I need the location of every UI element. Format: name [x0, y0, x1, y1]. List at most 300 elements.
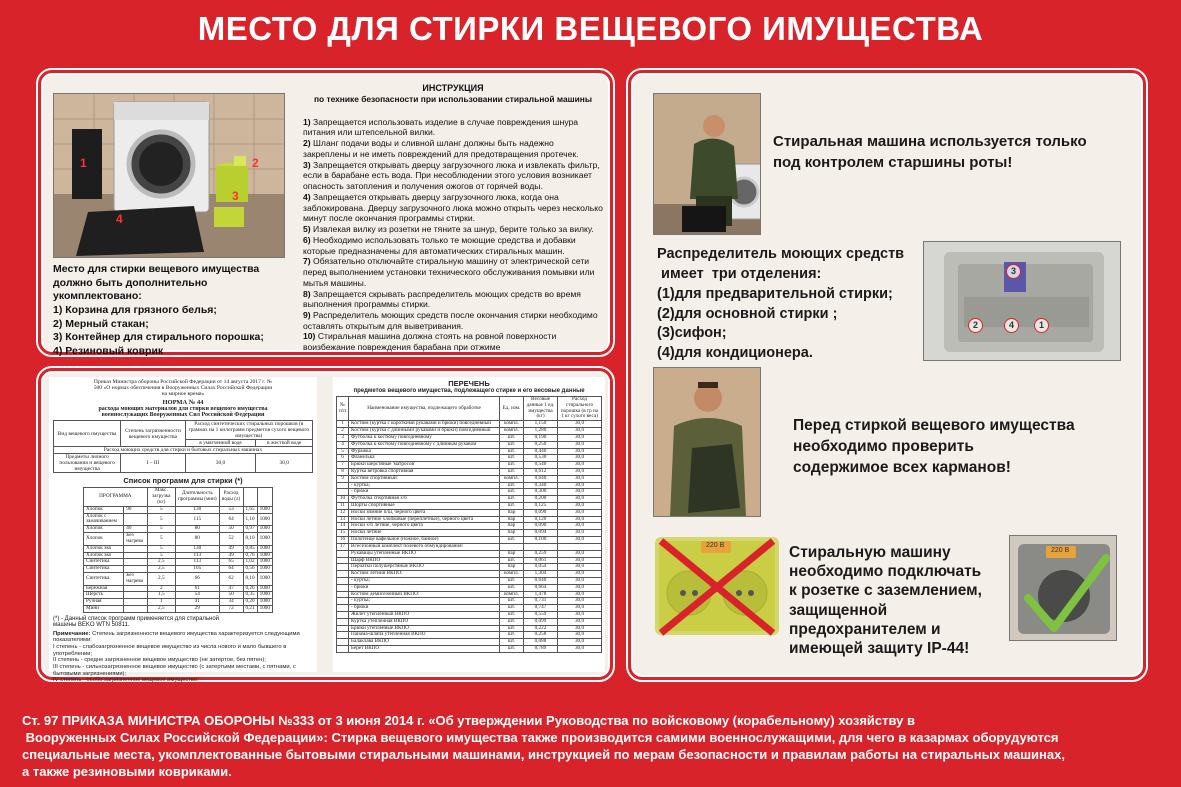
program-cell: Ручная	[84, 599, 124, 606]
program-cell: 1	[147, 599, 175, 606]
items-header: Ед. изм.	[500, 397, 524, 421]
instruction-number: 2)	[303, 138, 311, 149]
items-cell: Костюм (куртка с длинными рукавами и брюки) повседневный	[349, 428, 500, 435]
instruction-text: Шланг подачи воды и сливной шланг должны быть надежно закреплены и не иметь повреждений для предотвращения протечек.	[303, 138, 579, 159]
items-cell: шт.	[500, 612, 524, 619]
items-cell: 30,0	[558, 448, 602, 455]
items-row	[337, 482, 602, 489]
items-cell: 0,440	[524, 448, 558, 455]
items-cell: шт.	[500, 646, 524, 653]
items-cell: 0,789	[524, 646, 558, 653]
program-cell: 130	[175, 545, 219, 552]
program-cell: 0,21	[243, 606, 257, 613]
items-cell: 8	[337, 468, 349, 475]
poster-title: МЕСТО ДЛЯ СТИРКИ ВЕЩЕВОГО ИМУЩЕСТВА	[197, 10, 984, 47]
items-cell: 0,559	[524, 612, 558, 619]
program-cell: 80	[175, 533, 219, 546]
instruction-item	[303, 192, 603, 224]
program-cell: 1000	[257, 526, 272, 533]
note-line: I степень - слабозагрязненное вещевое имущество из числа нового и мало бывшего в употреблении;	[53, 644, 287, 657]
items-cell: пар	[500, 516, 524, 523]
items-cell: 0,747	[524, 605, 558, 612]
instruction-number: 9)	[303, 309, 311, 320]
items-cell: 0,340	[524, 482, 558, 489]
instruction-item	[303, 117, 603, 138]
instruction-item	[303, 224, 603, 235]
items-cell: 30,0	[558, 462, 602, 469]
program-cell: 61	[175, 585, 219, 592]
items-cell: компл.	[500, 421, 524, 428]
program-cell: 5	[147, 513, 175, 526]
instruction-item	[303, 256, 603, 288]
items-cell: шт.	[500, 584, 524, 591]
marker-1: 1	[80, 156, 87, 170]
items-cell: шт.	[500, 503, 524, 510]
program-cell: Хлопок	[84, 506, 124, 513]
items-cell	[337, 550, 349, 557]
pockets-line: Перед стиркой вещевого имущества	[793, 417, 1075, 434]
caption-item: 4) Резиновый коврик	[53, 344, 164, 357]
program-row	[84, 526, 273, 533]
items-cell: Рукавицы утепленные ВКПО	[349, 550, 500, 557]
items-list-document	[333, 377, 605, 672]
dispenser-line: (1)для предварительной стирки;	[657, 285, 893, 302]
items-cell: Перчатки полушерстяные ВКПО	[349, 564, 500, 571]
program-cell: 1000	[257, 585, 272, 592]
program-row	[84, 592, 273, 599]
caption-item: 2) Мерный стакан;	[53, 317, 149, 330]
instruction-number: 7)	[303, 256, 311, 267]
program-header: ПРОГРАММА	[84, 488, 148, 506]
items-cell: 0,099	[524, 618, 558, 625]
items-cell: 0,250	[524, 441, 558, 448]
instruction-list	[303, 117, 603, 353]
program-cell: 1000	[257, 545, 272, 552]
items-cell: 1,150	[524, 421, 558, 428]
items-cell: 30,0	[558, 557, 602, 564]
dispenser-marker-4: 4	[1004, 318, 1019, 333]
items-header: Наименование имущества, подлежащего обработке	[349, 397, 500, 421]
norm-cell: 30,0	[256, 454, 313, 473]
rules-panel	[628, 70, 1146, 680]
program-cell: 49	[219, 545, 243, 552]
program-cell: 113	[175, 552, 219, 559]
items-cell: 0,300	[524, 489, 558, 496]
items-cell: шт.	[500, 537, 524, 544]
program-cell: 1000	[257, 566, 272, 573]
instruction-number: 4)	[303, 191, 311, 202]
items-cell	[337, 591, 349, 598]
items-cell: 30,0	[558, 475, 602, 482]
socket-text	[789, 543, 982, 658]
items-cell: 4	[337, 441, 349, 448]
program-cell: Без нагрева	[124, 572, 148, 585]
items-cell: пар	[500, 564, 524, 571]
program-cell: 5	[147, 545, 175, 552]
program-row	[84, 559, 273, 566]
note-title: Примечание:	[53, 630, 91, 637]
program-cell: 64	[219, 513, 243, 526]
items-cell: Футболка спортивная х/б	[349, 496, 500, 503]
marker-3: 3	[232, 189, 239, 203]
instruction-item	[303, 310, 603, 331]
items-cell: 30,0	[558, 591, 602, 598]
program-cell: 2,5	[147, 572, 175, 585]
instruction-subtitle: по технике безопасности при использовании стиральной машины	[314, 94, 592, 105]
program-cell: 90	[124, 506, 148, 513]
caption-intro: Место для стирки вещевого имущества должно быть дополнительно укомплектовано:	[53, 263, 260, 303]
items-cell: 9	[337, 475, 349, 482]
program-cell: 0,56	[243, 566, 257, 573]
program-cell: 5	[147, 533, 175, 546]
items-cell: 30,0	[558, 577, 602, 584]
program-cell: 1000	[257, 513, 272, 526]
items-cell: - куртка;	[349, 598, 500, 605]
program-row	[84, 506, 273, 513]
program-header: Длительность программы (мин)	[175, 488, 219, 506]
items-row	[337, 448, 602, 455]
program-cell: 1000	[257, 552, 272, 559]
pockets-text	[793, 415, 1075, 479]
items-cell: 30,0	[558, 503, 602, 510]
items-cell: Носки х/б летние, черного цвета	[349, 523, 500, 530]
items-cell: 0,190	[524, 434, 558, 441]
items-cell	[337, 577, 349, 584]
items-cell	[337, 632, 349, 639]
items-cell: 0,258	[524, 632, 558, 639]
items-cell: компл.	[500, 428, 524, 435]
program-cell: 1,65	[243, 506, 257, 513]
items-table	[336, 396, 602, 653]
footer-order-text	[22, 712, 1172, 781]
program-row	[84, 566, 273, 573]
caption-item: 3) Контейнер для стирального порошка;	[53, 331, 264, 344]
wrong-socket-image	[653, 533, 781, 639]
program-cell: 2,5	[147, 606, 175, 613]
items-cell: шт.	[500, 557, 524, 564]
items-cell: 30,0	[558, 632, 602, 639]
items-header: Весовые данные 1 ед. имущества (кг)	[524, 397, 558, 421]
items-cell: 30,0	[558, 516, 602, 523]
laundry-area-photo	[53, 93, 285, 258]
socket-line: к розетке с заземлением,	[789, 582, 982, 600]
soldier-photo	[653, 367, 761, 517]
items-cell: 15	[337, 530, 349, 537]
dispenser-line: имеет три отделения:	[657, 265, 822, 282]
items-cell	[337, 646, 349, 653]
program-cell: 1000	[257, 606, 272, 613]
instruction-text: Распределитель моющих средств после окончания стирки необходимо оставлять открытым для выветривания.	[303, 309, 598, 331]
items-cell: пар	[500, 550, 524, 557]
program-cell: 0,76	[243, 552, 257, 559]
items-cell: шт.	[500, 639, 524, 646]
program-cell: 54	[175, 592, 219, 599]
items-row	[337, 591, 602, 598]
program-cell: Хлопок	[84, 526, 124, 533]
program-cell: 50	[219, 592, 243, 599]
program-cell: Хлопок эко	[84, 545, 124, 552]
program-cell: Бережная	[84, 585, 124, 592]
items-cell	[337, 482, 349, 489]
instruction-item	[303, 289, 603, 310]
items-cell: шт.	[500, 441, 524, 448]
items-cell: Носки летние хлопковые (переплетные), черного цвета	[349, 516, 500, 523]
program-cell: 5	[147, 506, 175, 513]
items-cell: - брюки	[349, 605, 500, 612]
items-cell: Шорты спортивные	[349, 503, 500, 510]
instruction-number: 3)	[303, 159, 311, 170]
norm-header: Расход синтетических стиральных порошков (в граммах на 1 килограмм предметов сухого вещевого имущества)	[185, 421, 312, 440]
supervision-text	[773, 131, 1087, 173]
program-cell: 40	[124, 526, 148, 533]
program-cell: 34	[219, 599, 243, 606]
items-cell: 30,0	[558, 523, 602, 530]
footer-line: Ст. 97 ПРИКАЗА МИНИСТРА ОБОРОНЫ №333 от 3 июня 2014 г. «Об утверждении Руководства по войсковому (корабельному) хозяйству в	[22, 713, 916, 728]
dispenser-photo	[923, 241, 1121, 361]
items-cell: 0,259	[524, 550, 558, 557]
norm-cell: I – III	[121, 454, 185, 473]
equipment-caption	[53, 263, 293, 358]
instruction-title: ИНСТРУКЦИЯ	[422, 83, 484, 93]
instruction-text: Необходимо использовать только те моющие средства и добавки которые предназначены для автоматических стиральных машин.	[303, 234, 576, 256]
program-cell: Синтетика	[84, 572, 124, 585]
items-cell: 30,0	[558, 455, 602, 462]
items-cell: шт.	[500, 496, 524, 503]
program-cell: 0,10	[243, 572, 257, 585]
norm-note: Расход моющих средств для стирки и бытовых стиральных машинах	[54, 447, 313, 454]
program-cell: 50	[219, 526, 243, 533]
items-cell	[337, 584, 349, 591]
program-cell	[124, 513, 148, 526]
items-cell: 0,100	[524, 537, 558, 544]
norm-document	[49, 377, 317, 684]
program-row	[84, 585, 273, 592]
items-cell: 1,280	[524, 428, 558, 435]
instruction-number: 10)	[303, 331, 316, 342]
marker-2: 2	[252, 156, 259, 170]
items-cell: Куртка ветровка спортивная	[349, 468, 500, 475]
instruction-text: Обязательно отключайте стиральную машину от электрической сети перед выполнением установки технического обслуживания помывки или мытья машины.	[303, 256, 595, 288]
items-cell: Костюм спортивный:	[349, 475, 500, 482]
socket-line: предохранителем и	[789, 620, 941, 638]
pockets-line: содержимое всех карманов!	[793, 459, 1011, 477]
program-cell: 2,5	[147, 566, 175, 573]
items-cell: 0,540	[524, 462, 558, 469]
instruction-item	[303, 331, 603, 352]
items-cell: 30,0	[558, 612, 602, 619]
program-cell: 65	[219, 559, 243, 566]
program-cell: 5	[147, 552, 175, 559]
items-cell: 0,640	[524, 577, 558, 584]
items-cell: 0,120	[524, 516, 558, 523]
dispenser-marker-1: 1	[1034, 318, 1049, 333]
program-row	[84, 533, 273, 546]
items-cell: 30,0	[558, 468, 602, 475]
items-cell: 0,222	[524, 625, 558, 632]
program-cell: 66	[175, 572, 219, 585]
items-row	[337, 550, 602, 557]
socket-line: необходимо подключать	[789, 563, 982, 581]
items-cell: Брюки утепленные ВКПО	[349, 625, 500, 632]
items-cell: 0,125	[524, 503, 558, 510]
norm-header: Вид вещевого имущества	[54, 421, 121, 447]
items-cell: 14	[337, 523, 349, 530]
items-cell: шт.	[500, 489, 524, 496]
list-title: ПЕРЕЧЕНЬ	[448, 379, 490, 388]
program-cell: Синтетика	[84, 559, 124, 566]
program-cell: Шерсть	[84, 592, 124, 599]
socket-label-ok: 220 В	[1051, 547, 1070, 554]
program-cell: 62	[219, 572, 243, 585]
items-cell: 0,088	[524, 639, 558, 646]
instruction-panel	[38, 70, 613, 355]
items-cell: 30,0	[558, 639, 602, 646]
instruction-text: Извлекая вилку из розетки не тяните за шнур, берите только за вилку.	[313, 224, 594, 235]
program-header	[243, 488, 257, 506]
footer-line: специальные места, укомплектованные бытовыми стиральными машинами, инструкцией по мерам безопасности и правилам работы на стиральных машинах,	[22, 747, 1065, 763]
items-cell: 30,0	[558, 509, 602, 516]
items-cell: шт.	[500, 455, 524, 462]
program-cell	[124, 559, 148, 566]
items-cell: 0,664	[524, 584, 558, 591]
items-header: № п/п	[337, 397, 349, 421]
program-cell: Хлопок эко	[84, 552, 124, 559]
items-cell: Полотенце вафельное (ножное, банное)	[349, 537, 500, 544]
items-cell: 0,054	[524, 564, 558, 571]
items-cell: 30,0	[558, 441, 602, 448]
items-cell: компл.	[500, 475, 524, 482]
program-cell: 1,10	[243, 513, 257, 526]
items-cell: Панама-шляпа утепленная ВКПО	[349, 632, 500, 639]
program-row	[84, 545, 273, 552]
programs-title: Список программ для стирки (*)	[123, 476, 243, 486]
items-cell: компл.	[500, 591, 524, 598]
marker-4: 4	[116, 212, 123, 226]
items-cell: 0,612	[524, 468, 558, 475]
instruction-item	[303, 235, 603, 256]
program-row	[84, 513, 273, 526]
program-cell: Синтетика	[84, 566, 124, 573]
program-cell: 1000	[257, 592, 272, 599]
program-cell: 49	[219, 552, 243, 559]
items-cell: Куртка утепленная ВКПО	[349, 618, 500, 625]
norm-header: в жесткой воде	[256, 440, 313, 447]
norm-title: НОРМА № 44	[162, 399, 204, 406]
items-cell	[337, 625, 349, 632]
items-cell: Костюм летний ВКПО:	[349, 571, 500, 578]
program-cell: 2,5	[147, 559, 175, 566]
items-cell: 16	[337, 537, 349, 544]
norm-header: Степень загрязненности вещевого имущества	[121, 421, 185, 447]
instruction-item	[303, 160, 603, 192]
instruction-number: 8)	[303, 288, 311, 299]
items-cell: 11	[337, 503, 349, 510]
items-cell: 30,0	[558, 625, 602, 632]
items-cell: 30,0	[558, 489, 602, 496]
items-cell	[337, 557, 349, 564]
list-subtitle: предметов вещевого имущества, подлежащего стирке и его весовые данные	[353, 388, 585, 394]
program-cell: 1000	[257, 572, 272, 585]
program-cell	[124, 599, 148, 606]
program-cell: 1,02	[243, 559, 257, 566]
items-header: Расход стирального порошка (в гр на 1 кг сухого веса)	[558, 397, 602, 421]
note-line: IV степень - особо загрязненное вещевое имущество.	[53, 677, 199, 684]
items-cell: 2	[337, 428, 349, 435]
items-cell: шт.	[500, 625, 524, 632]
items-cell: - брюки	[349, 489, 500, 496]
norm-header: в умягченной воде	[185, 440, 256, 447]
items-cell: Жилет утепленный ВКПО	[349, 612, 500, 619]
items-row	[337, 646, 602, 653]
items-cell: Фланелька	[349, 455, 500, 462]
items-cell: Футболка к костюму повседневному	[349, 434, 500, 441]
items-cell: шт.	[500, 482, 524, 489]
instruction-text: Запрещается открывать дверцу загрузочного люка, когда она заблокирована. Дверцу загрузочного люка можно открыть через несколько минут после окончания программы стирки.	[303, 191, 603, 224]
program-cell: 5	[147, 526, 175, 533]
program-cell: 0,97	[243, 526, 257, 533]
items-cell	[337, 598, 349, 605]
program-cell: 130	[175, 506, 219, 513]
items-row	[337, 598, 602, 605]
items-cell: шт.	[500, 448, 524, 455]
instruction-number: 1)	[303, 116, 311, 127]
items-cell: шт.	[500, 434, 524, 441]
items-cell: пар	[500, 509, 524, 516]
items-cell: - куртка;	[349, 482, 500, 489]
items-cell: шт.	[500, 577, 524, 584]
items-cell: компл.	[500, 571, 524, 578]
items-cell: 6	[337, 455, 349, 462]
dispenser-marker-2: 2	[968, 318, 983, 333]
items-cell: Берет ВКПО	[349, 646, 500, 653]
program-cell: Без нагрева	[124, 533, 148, 546]
socket-line: Стиральную машину	[789, 544, 951, 561]
items-cell: шт.	[500, 605, 524, 612]
program-cell: 0,85	[243, 545, 257, 552]
program-cell: 0,35	[243, 592, 257, 599]
items-cell: 10	[337, 496, 349, 503]
program-cell: Мини	[84, 606, 124, 613]
items-cell	[337, 605, 349, 612]
safety-instruction	[303, 83, 603, 353]
items-cell: шт.	[500, 598, 524, 605]
items-cell: 30,0	[558, 618, 602, 625]
items-cell: Носки летние	[349, 530, 500, 537]
program-cell: 0,20	[243, 599, 257, 606]
norm-subtitle: расхода моющих материалов для стирки вещевого имущества военнослужащих Вооруженных Сил Российской Федерации	[98, 406, 268, 418]
norm-notes	[53, 631, 313, 684]
items-cell: 30,0	[558, 564, 602, 571]
dispenser-line: Распределитель моющих средств	[657, 246, 905, 262]
items-cell: Брюки шерстяные 'матросов'	[349, 462, 500, 469]
items-cell: Балаклава ВКПО	[349, 639, 500, 646]
note-line: Степень загрязненности вещевого имущества характеризуется следующими показателями:	[53, 630, 300, 644]
supervision-line: под контролем старшины роты!	[773, 154, 1013, 171]
items-cell: 30,0	[558, 496, 602, 503]
program-cell: 41	[175, 599, 219, 606]
instruction-text: Запрещается использовать изделие в случае повреждения шнура питания или штепсельной вилки.	[303, 116, 579, 138]
program-header	[257, 488, 272, 506]
items-cell: 30,0	[558, 571, 602, 578]
program-cell: 1000	[257, 559, 272, 566]
program-cell: 2	[147, 585, 175, 592]
program-row	[84, 599, 273, 606]
program-cell: 0,10	[243, 533, 257, 546]
program-row	[84, 552, 273, 559]
items-cell: 1,304	[524, 571, 558, 578]
program-cell: 53	[219, 506, 243, 513]
items-cell: пар	[500, 530, 524, 537]
